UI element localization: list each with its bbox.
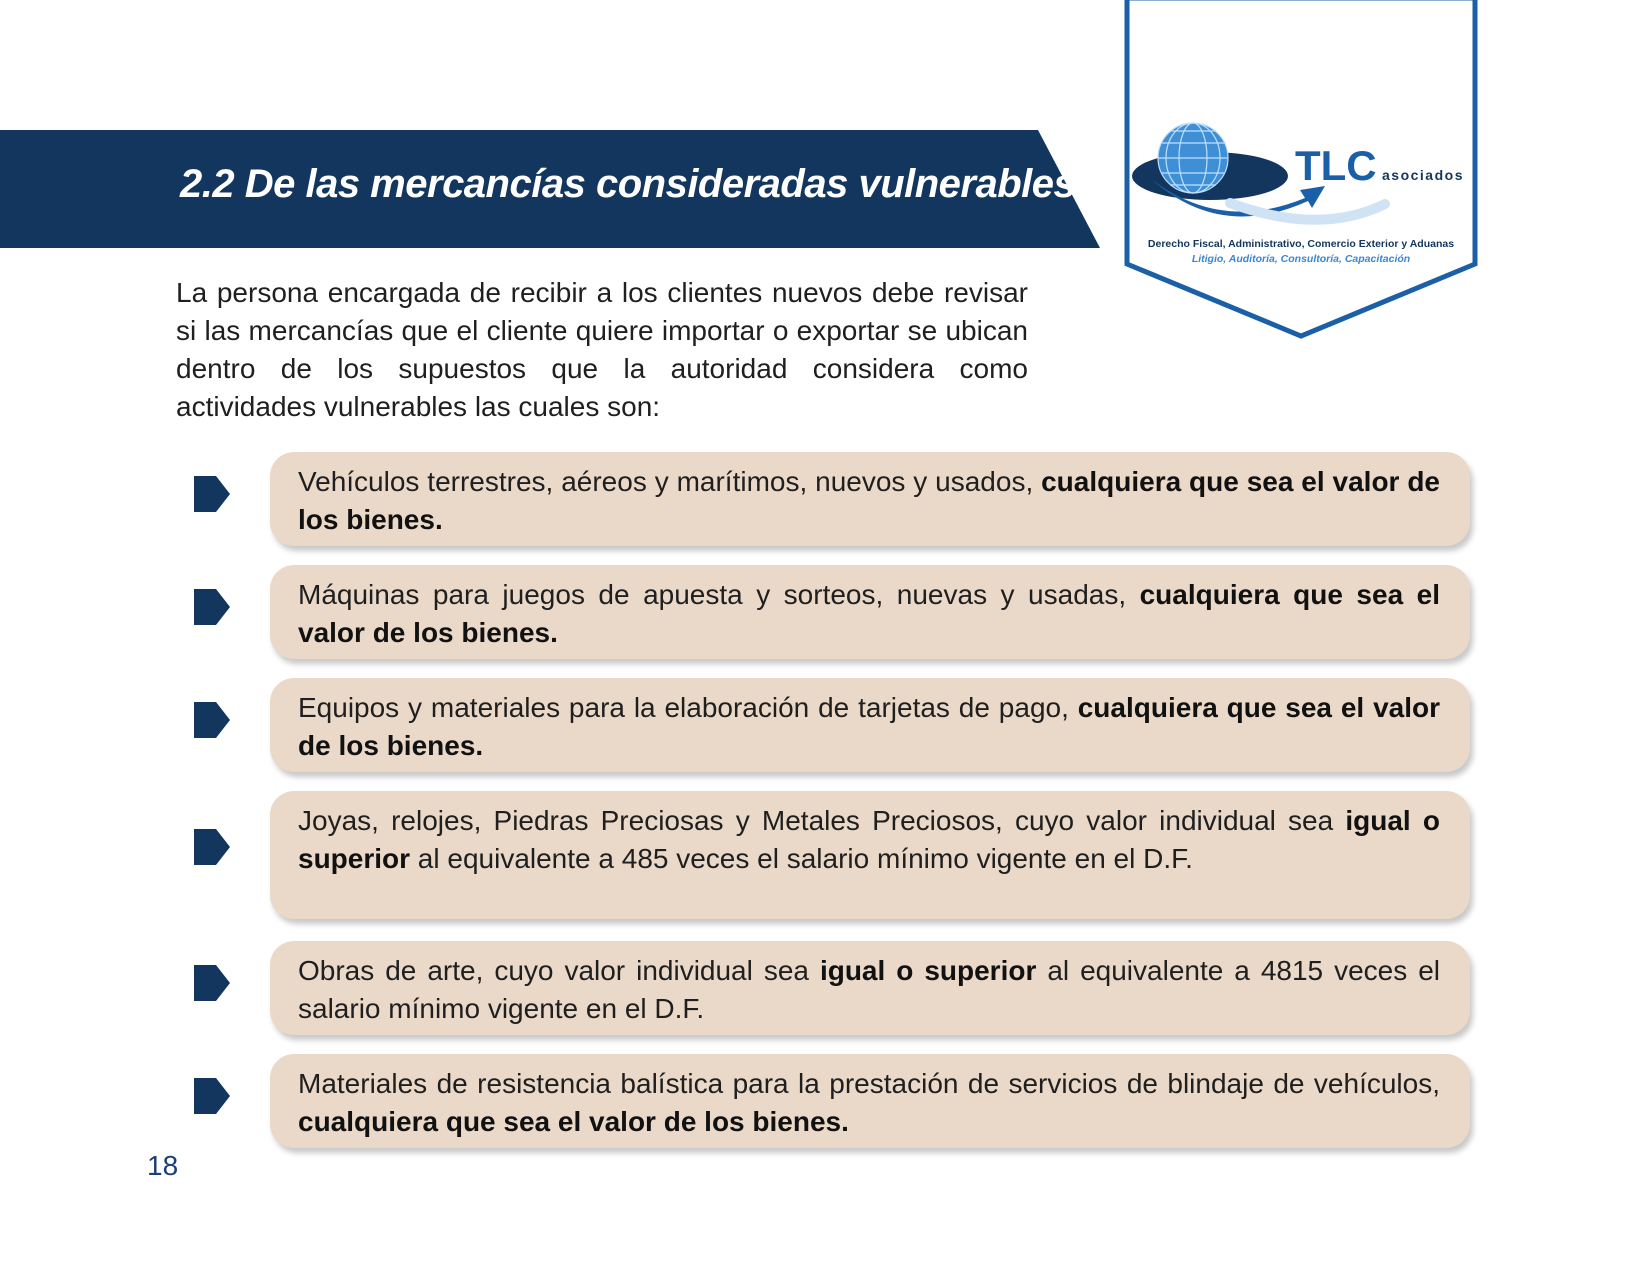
item-bold-text: cualquiera que sea el valor de los bienes.: [298, 1106, 849, 1137]
item-text: Máquinas para juegos de apuesta y sorteos, nuevas y usadas,: [298, 579, 1140, 610]
item-bold-text: cualquiera que sea el valor de los bienes.: [298, 466, 1440, 535]
arrow-bullet-icon: [190, 474, 234, 514]
item-bold-text: cualquiera que sea el valor de los bienes.: [298, 579, 1440, 648]
item-text: Equipos y materiales para la elaboración de tarjetas de pago,: [298, 692, 1078, 723]
item-box: [270, 791, 1470, 919]
logo-brand: TLC: [1295, 142, 1377, 189]
logo-tagline-1: Derecho Fiscal, Administrativo, Comercio Exterior y Aduanas: [1147, 238, 1455, 250]
arrow-bullet-icon: [190, 1076, 234, 1116]
company-logo-badge: [1120, 0, 1482, 341]
intro-paragraph: La persona encargada de recibir a los clientes nuevos debe revisar si las mercancías que el cliente quiere importar o exportar se ubican dentro de los supuestos que la autoridad considera como actividades vulnerables las cuales son:: [176, 277, 1028, 422]
item-text: Materiales de resistencia balística para la prestación de servicios de blindaje de vehículos,: [298, 1068, 1440, 1099]
section-title: 2.2 De las mercancías consideradas vulnerables.: [180, 162, 1086, 206]
item-bold-text: igual o superior: [298, 805, 1440, 874]
item-box: [270, 565, 1470, 659]
page-number: 18: [147, 1150, 179, 1181]
item-box: [270, 1054, 1470, 1148]
arrow-bullet-icon: [190, 963, 234, 1003]
item-tail-text: al equivalente a 485 veces el salario mínimo vigente en el D.F.: [410, 843, 1193, 874]
arrow-bullet-icon: [190, 827, 234, 867]
logo-tagline-2: Litigio, Auditoría, Consultoría, Capacitación: [1191, 253, 1411, 265]
item-box: [270, 678, 1470, 772]
arrow-bullet-icon: [190, 587, 234, 627]
item-text: Obras de arte, cuyo valor individual sea: [298, 955, 820, 986]
item-box: [270, 941, 1470, 1035]
item-bold-text: cualquiera que sea el valor de los bienes.: [298, 692, 1440, 761]
item-text: Vehículos terrestres, aéreos y marítimos, nuevos y usados,: [298, 466, 1042, 497]
item-tail-text: al equivalente a 4815 veces el salario mínimo vigente en el D.F.: [298, 955, 1440, 1024]
item-text: Joyas, relojes, Piedras Preciosas y Metales Preciosos, cuyo valor individual sea: [298, 805, 1346, 836]
item-bold-text: igual o superior: [819, 955, 1037, 986]
logo-brand-sub: asociados: [1382, 167, 1464, 183]
arrow-bullet-icon: [190, 700, 234, 740]
item-box: [270, 452, 1470, 546]
